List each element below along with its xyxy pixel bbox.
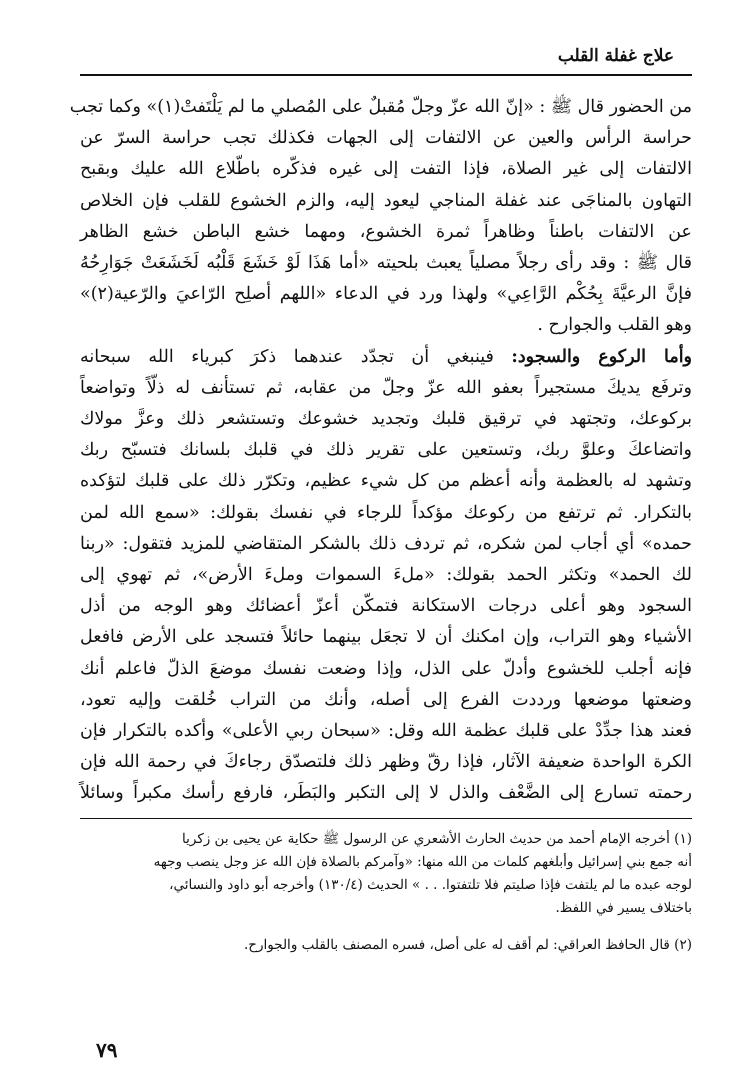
footnote-1-line: أنه جمع بني إسرائيل وأبلغهم كلمات من الله منها: «وآمركم بالصلاة فإن الله عز وجل ينصب وجهه <box>153 854 692 870</box>
main-text <box>69 92 693 810</box>
text-line: السجود وهو أعلى درجات الاستكانة فتمكّن أعزّ أعضائك وهو الوجه من أذل <box>80 596 692 617</box>
text-line: وضعتها موضعها ورددت الفرع إلى أصله، وأنك من التراب خُلقت وإليه تعود، <box>80 689 692 710</box>
text-line: وهو القلب والجوارح . <box>537 315 692 336</box>
footnote-2: (٢) قال الحافظ العراقي: لم أقف له على أصل، فسره المصنف بالقلب والجوارح. <box>243 937 692 953</box>
text-line: التهاون بالمناجَى عند غفلة المناجي ليعود إليه، والزم الخشوع للقلب فإن الخلاص <box>80 190 692 211</box>
text-line: عن الالتفات باطناً وظاهراً ثمرة الخشوع، ومهما خشع الباطن خشع الظاهر <box>80 221 692 242</box>
paragraph-2-first-line <box>80 342 692 373</box>
text-line: وتشهد له بالعظمة وأنه أعظم من كل شيء عظيم، وتكرّر ذلك على قلبك لتؤكده <box>80 471 692 492</box>
footnote-rule <box>80 818 692 819</box>
text-line: وترفَع يديكَ مستجيراً بعفو الله عزّ وجلّ من عقابه، ثم تستأنف له ذلّاً وتواضعاً <box>80 377 692 398</box>
header-rule <box>80 74 692 76</box>
section-lead: وأما الركوع والسجود: <box>511 346 693 367</box>
text-line: فإنه أجلب للخشوع وأدلّ على الذل، وإذا وضعت نفسك موضعَ الذلّ فاعلم أنك <box>80 658 692 679</box>
text-fragment: فينبغي أن تجدّد عندهما ذكرَ كبرياء الله سبحانه <box>80 346 512 367</box>
text-line: رحمته تسارع إلى الضَّعْف والذل لا إلى التكبر والبَطَر، فارفع رأسك مكبراً وسائلاً <box>80 783 692 804</box>
text-line: حراسة الرأس والعين عن الالتفات إلى الجهات فكذلك تجب حراسة السرّ عن <box>80 128 692 149</box>
footnote-1-line: باختلاف يسير في اللفظ. <box>555 900 692 916</box>
text-line: حمده» أي أجاب لمن شكره، ثم تردف ذلك بالشكر المتقاضي للمزيد فتقول: «ربنا <box>80 533 692 554</box>
text-line: واتضاعكَ وعلوَّ ربك، وتستعين على تقرير ذلك في قلبك بلسانك فتسبّح ربك <box>80 440 692 461</box>
page-number: ٧٩ <box>96 1038 118 1062</box>
footnotes <box>80 828 692 957</box>
footnote-1-line: (١) أخرجه الإمام أحمد من حديث الحارث الأشعري عن الرسول ﷺ حكاية عن يحيى بن زكريا <box>182 831 692 847</box>
text-line: الكرة الواحدة ضعيفة الآثار، فإذا رقّ وظهر ذلك فلتصدّق رجاءكَ في رحمة الله فإن <box>80 752 692 773</box>
text-line: فإنَّ الرعيَّةَ بِحُكْم الرَّاعِي» ولهذا ورد في الدعاء «اللهم أصلِح الرّاعيَ والرّعية(٢)» <box>80 284 692 305</box>
text-line: الأشياء وهو التراب، وإن امكنك أن لا تجعَل بينهما حائلاً فتسجد على الأرض فافعل <box>80 627 692 648</box>
text-line: بالتكرار. ثم ترتفع من ركوعك مؤكداً للرجاء في نفسك بقولك: «سمع الله لمن <box>80 502 692 523</box>
footnote-1-line: لوجه عبده ما لم يلتفت فإذا صليتم فلا تلتفتوا. . . » الحديث (١٣٠/٤) وأخرجه أبو داود والنسائي، <box>169 877 692 893</box>
text-line: من الحضور قال ﷺ : «إنّ الله عزّ وجلّ مُقبلٌ على المُصلي ما لم يَلْتَفتْ(١)» وكما تجب <box>69 97 692 117</box>
running-title: علاج غفلة القلب <box>557 46 674 66</box>
text-line: الالتفات إلى غير الصلاة، فإذا التفت إلى غيره فذكّره باطّلاع الله عليك وبقبح <box>80 159 692 180</box>
text-line: لك الحمد» وتكثر الحمد بقولك: «ملءَ السموات وملءَ الأرض»، ثم تهوي إلى <box>80 565 692 586</box>
text-line: فعند هذا جدِّدْ على قلبك عظمة الله وقل: «سبحان ربي الأعلى» وأكده بالتكرار فإن <box>80 721 692 742</box>
text-line: قال ﷺ : وقد رأى رجلاً مصلياً يعبث بلحيته «أما هَذَا لَوْ خَشَعَ قَلْبُه لَخَشَعَتْ جَوَارِحُهُ <box>80 253 692 274</box>
text-line: بركوعك، وتجتهد في ترقيق قلبك وتجديد خشوعك وتستشعر ذلك وعزَّ مولاك <box>80 409 692 430</box>
